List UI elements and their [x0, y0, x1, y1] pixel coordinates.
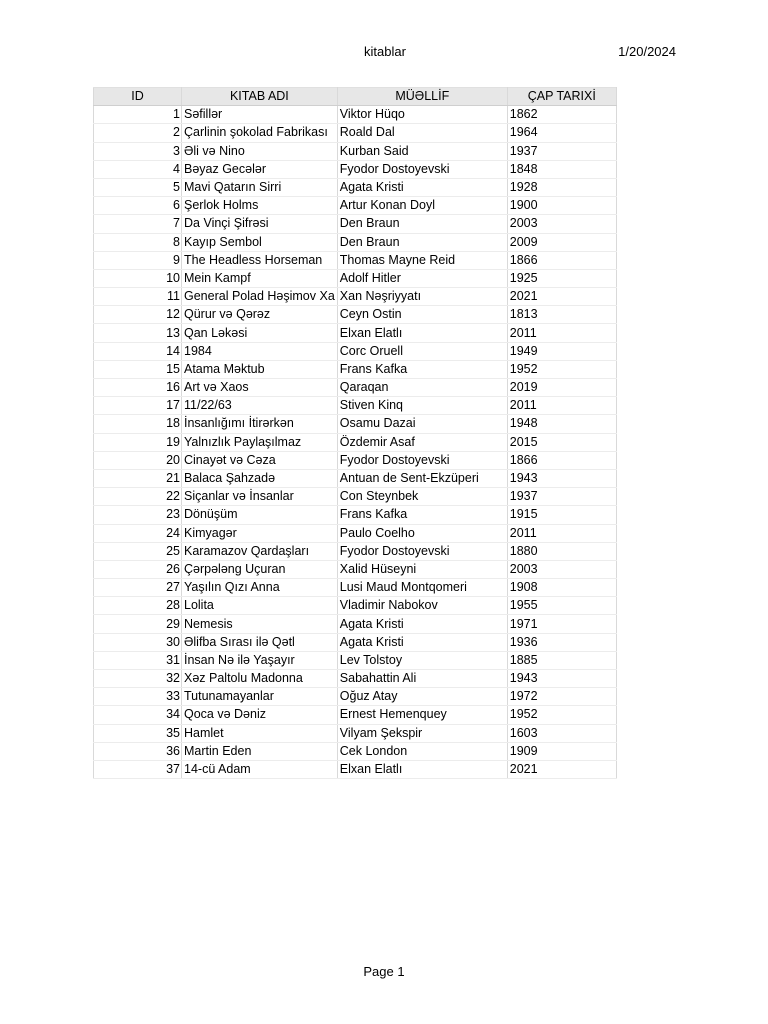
- table-row: [94, 742, 617, 760]
- cell-author: Frans Kafka: [337, 506, 507, 524]
- table-row: [94, 251, 617, 269]
- cell-title: General Polad Həşimov Xa: [182, 288, 338, 306]
- cell-year: 1949: [507, 342, 616, 360]
- cell-title: Lolita: [182, 597, 338, 615]
- cell-author: Elxan Elatlı: [337, 760, 507, 778]
- cell-author: Lev Tolstoy: [337, 651, 507, 669]
- cell-title: Çərpələng Uçuran: [182, 560, 338, 578]
- cell-id: 20: [94, 451, 182, 469]
- cell-id: 33: [94, 688, 182, 706]
- cell-title: Dönüşüm: [182, 506, 338, 524]
- cell-id: 28: [94, 597, 182, 615]
- table-row: [94, 215, 617, 233]
- cell-year: 2003: [507, 215, 616, 233]
- cell-author: Lusi Maud Montqomeri: [337, 579, 507, 597]
- cell-id: 29: [94, 615, 182, 633]
- table-row: [94, 306, 617, 324]
- table-row: [94, 178, 617, 196]
- cell-title: Tutunamayanlar: [182, 688, 338, 706]
- page-header-date: 1/20/2024: [618, 44, 676, 59]
- cell-title: Art və Xaos: [182, 379, 338, 397]
- cell-year: 2011: [507, 397, 616, 415]
- cell-title: Qoca və Dəniz: [182, 706, 338, 724]
- table-row: [94, 142, 617, 160]
- cell-id: 9: [94, 251, 182, 269]
- table-row: [94, 560, 617, 578]
- cell-id: 11: [94, 288, 182, 306]
- cell-id: 26: [94, 560, 182, 578]
- cell-author: Fyodor Dostoyevski: [337, 160, 507, 178]
- column-header-id: ID: [94, 88, 182, 106]
- cell-title: Əli və Nino: [182, 142, 338, 160]
- cell-year: 2011: [507, 324, 616, 342]
- table-row: [94, 415, 617, 433]
- cell-author: Den Braun: [337, 233, 507, 251]
- cell-title: Qürur və Qərəz: [182, 306, 338, 324]
- cell-year: 2009: [507, 233, 616, 251]
- cell-id: 23: [94, 506, 182, 524]
- table-row: [94, 324, 617, 342]
- table-row: [94, 688, 617, 706]
- cell-id: 5: [94, 178, 182, 196]
- cell-author: Artur Konan Doyl: [337, 197, 507, 215]
- cell-title: 14-cü Adam: [182, 760, 338, 778]
- cell-id: 18: [94, 415, 182, 433]
- table-row: [94, 379, 617, 397]
- cell-author: Fyodor Dostoyevski: [337, 451, 507, 469]
- cell-id: 34: [94, 706, 182, 724]
- cell-author: Corc Oruell: [337, 342, 507, 360]
- table-row: [94, 597, 617, 615]
- table-row: [94, 615, 617, 633]
- cell-year: 2019: [507, 379, 616, 397]
- cell-year: 2015: [507, 433, 616, 451]
- cell-title: Siçanlar və İnsanlar: [182, 488, 338, 506]
- cell-title: Yalnızlık Paylaşılmaz: [182, 433, 338, 451]
- cell-title: Hamlet: [182, 724, 338, 742]
- table-row: [94, 197, 617, 215]
- table-body: [94, 106, 617, 779]
- cell-title: Atama Məktub: [182, 360, 338, 378]
- cell-author: Viktor Hüqo: [337, 106, 507, 124]
- cell-year: 1952: [507, 706, 616, 724]
- cell-author: Cek London: [337, 742, 507, 760]
- cell-title: Mavi Qatarın Sirri: [182, 178, 338, 196]
- cell-title: The Headless Horseman: [182, 251, 338, 269]
- cell-id: 4: [94, 160, 182, 178]
- table-row: [94, 397, 617, 415]
- cell-id: 1: [94, 106, 182, 124]
- cell-author: Agata Kristi: [337, 633, 507, 651]
- cell-author: Adolf Hitler: [337, 269, 507, 287]
- cell-title: Çarlinin şokolad Fabrikası: [182, 124, 338, 142]
- cell-year: 1848: [507, 160, 616, 178]
- cell-year: 1880: [507, 542, 616, 560]
- cell-year: 1928: [507, 178, 616, 196]
- cell-title: İnsan Nə ilə Yaşayır: [182, 651, 338, 669]
- cell-id: 15: [94, 360, 182, 378]
- cell-author: Kurban Said: [337, 142, 507, 160]
- cell-id: 31: [94, 651, 182, 669]
- cell-title: Cinayət və Cəza: [182, 451, 338, 469]
- cell-id: 21: [94, 469, 182, 487]
- cell-id: 22: [94, 488, 182, 506]
- table-row: [94, 233, 617, 251]
- cell-title: Qan Ləkəsi: [182, 324, 338, 342]
- table-row: [94, 288, 617, 306]
- cell-title: Bəyaz Gecələr: [182, 160, 338, 178]
- cell-year: 1955: [507, 597, 616, 615]
- column-header-year: ÇAP TARIXİ: [507, 88, 616, 106]
- cell-author: Frans Kafka: [337, 360, 507, 378]
- page-header-title: kitablar: [364, 44, 406, 59]
- cell-year: 1937: [507, 142, 616, 160]
- cell-year: 2011: [507, 524, 616, 542]
- cell-year: 1866: [507, 451, 616, 469]
- table-row: [94, 524, 617, 542]
- table-row: [94, 579, 617, 597]
- cell-author: Vilyam Şekspir: [337, 724, 507, 742]
- cell-author: Vladimir Nabokov: [337, 597, 507, 615]
- table-row: [94, 269, 617, 287]
- cell-title: 11/22/63: [182, 397, 338, 415]
- cell-title: Martin Eden: [182, 742, 338, 760]
- cell-id: 6: [94, 197, 182, 215]
- cell-title: Səfillər: [182, 106, 338, 124]
- books-table: [93, 87, 617, 779]
- cell-year: 2021: [507, 760, 616, 778]
- cell-title: İnsanlığımı İtirərkən: [182, 415, 338, 433]
- table-row: [94, 469, 617, 487]
- table-row: [94, 451, 617, 469]
- cell-author: Con Steynbek: [337, 488, 507, 506]
- cell-author: Paulo Coelho: [337, 524, 507, 542]
- cell-year: 1952: [507, 360, 616, 378]
- cell-year: 1866: [507, 251, 616, 269]
- cell-author: Thomas Mayne Reid: [337, 251, 507, 269]
- table-row: [94, 542, 617, 560]
- table-row: [94, 670, 617, 688]
- page-number: Page 1: [363, 964, 405, 979]
- cell-title: Balaca Şahzadə: [182, 469, 338, 487]
- cell-id: 25: [94, 542, 182, 560]
- table-row: [94, 124, 617, 142]
- cell-id: 14: [94, 342, 182, 360]
- cell-id: 17: [94, 397, 182, 415]
- cell-author: Oğuz Atay: [337, 688, 507, 706]
- cell-year: 1937: [507, 488, 616, 506]
- column-header-title: KITAB ADI: [182, 88, 338, 106]
- cell-year: 1936: [507, 633, 616, 651]
- cell-title: 1984: [182, 342, 338, 360]
- table-row: [94, 160, 617, 178]
- table-row: [94, 342, 617, 360]
- cell-author: Ernest Hemenquey: [337, 706, 507, 724]
- table-row: [94, 724, 617, 742]
- cell-id: 30: [94, 633, 182, 651]
- cell-title: Şerlok Holms: [182, 197, 338, 215]
- column-header-author: MÜƏLLİF: [337, 88, 507, 106]
- cell-author: Özdemir Asaf: [337, 433, 507, 451]
- cell-author: Sabahattin Ali: [337, 670, 507, 688]
- cell-id: 27: [94, 579, 182, 597]
- cell-author: Fyodor Dostoyevski: [337, 542, 507, 560]
- cell-year: 1972: [507, 688, 616, 706]
- table-row: [94, 760, 617, 778]
- table-row: [94, 506, 617, 524]
- cell-author: Antuan de Sent-Ekzüperi: [337, 469, 507, 487]
- cell-id: 36: [94, 742, 182, 760]
- cell-id: 13: [94, 324, 182, 342]
- cell-title: Nemesis: [182, 615, 338, 633]
- cell-author: Osamu Dazai: [337, 415, 507, 433]
- cell-year: 2021: [507, 288, 616, 306]
- cell-id: 3: [94, 142, 182, 160]
- cell-year: 1925: [507, 269, 616, 287]
- cell-author: Ceyn Ostin: [337, 306, 507, 324]
- cell-year: 2003: [507, 560, 616, 578]
- table-header-row: [94, 88, 617, 106]
- cell-title: Kayıp Sembol: [182, 233, 338, 251]
- cell-year: 1900: [507, 197, 616, 215]
- cell-year: 1964: [507, 124, 616, 142]
- cell-author: Agata Kristi: [337, 178, 507, 196]
- cell-id: 10: [94, 269, 182, 287]
- cell-title: Əlifba Sırası ilə Qətl: [182, 633, 338, 651]
- cell-year: 1908: [507, 579, 616, 597]
- cell-year: 1915: [507, 506, 616, 524]
- cell-id: 7: [94, 215, 182, 233]
- table-row: [94, 651, 617, 669]
- cell-id: 8: [94, 233, 182, 251]
- cell-id: 32: [94, 670, 182, 688]
- cell-id: 16: [94, 379, 182, 397]
- cell-title: Da Vinçi Şifrəsi: [182, 215, 338, 233]
- cell-year: 1909: [507, 742, 616, 760]
- cell-author: Qaraqan: [337, 379, 507, 397]
- cell-id: 37: [94, 760, 182, 778]
- cell-author: Agata Kristi: [337, 615, 507, 633]
- table-row: [94, 706, 617, 724]
- cell-author: Xalid Hüseyni: [337, 560, 507, 578]
- cell-year: 1862: [507, 106, 616, 124]
- table-row: [94, 433, 617, 451]
- table-row: [94, 633, 617, 651]
- cell-author: Elxan Elatlı: [337, 324, 507, 342]
- cell-year: 1943: [507, 670, 616, 688]
- cell-author: Xan Nəşriyyatı: [337, 288, 507, 306]
- table-row: [94, 106, 617, 124]
- cell-title: Mein Kampf: [182, 269, 338, 287]
- cell-id: 2: [94, 124, 182, 142]
- cell-title: Xəz Paltolu Madonna: [182, 670, 338, 688]
- cell-id: 19: [94, 433, 182, 451]
- cell-year: 1603: [507, 724, 616, 742]
- table-row: [94, 488, 617, 506]
- cell-author: Roald Dal: [337, 124, 507, 142]
- cell-author: Den Braun: [337, 215, 507, 233]
- cell-year: 1948: [507, 415, 616, 433]
- cell-title: Karamazov Qardaşları: [182, 542, 338, 560]
- cell-year: 1813: [507, 306, 616, 324]
- cell-year: 1885: [507, 651, 616, 669]
- cell-title: Kimyagər: [182, 524, 338, 542]
- cell-year: 1943: [507, 469, 616, 487]
- cell-author: Stiven Kinq: [337, 397, 507, 415]
- cell-title: Yaşılın Qızı Anna: [182, 579, 338, 597]
- table-row: [94, 360, 617, 378]
- cell-id: 24: [94, 524, 182, 542]
- cell-id: 12: [94, 306, 182, 324]
- cell-id: 35: [94, 724, 182, 742]
- cell-year: 1971: [507, 615, 616, 633]
